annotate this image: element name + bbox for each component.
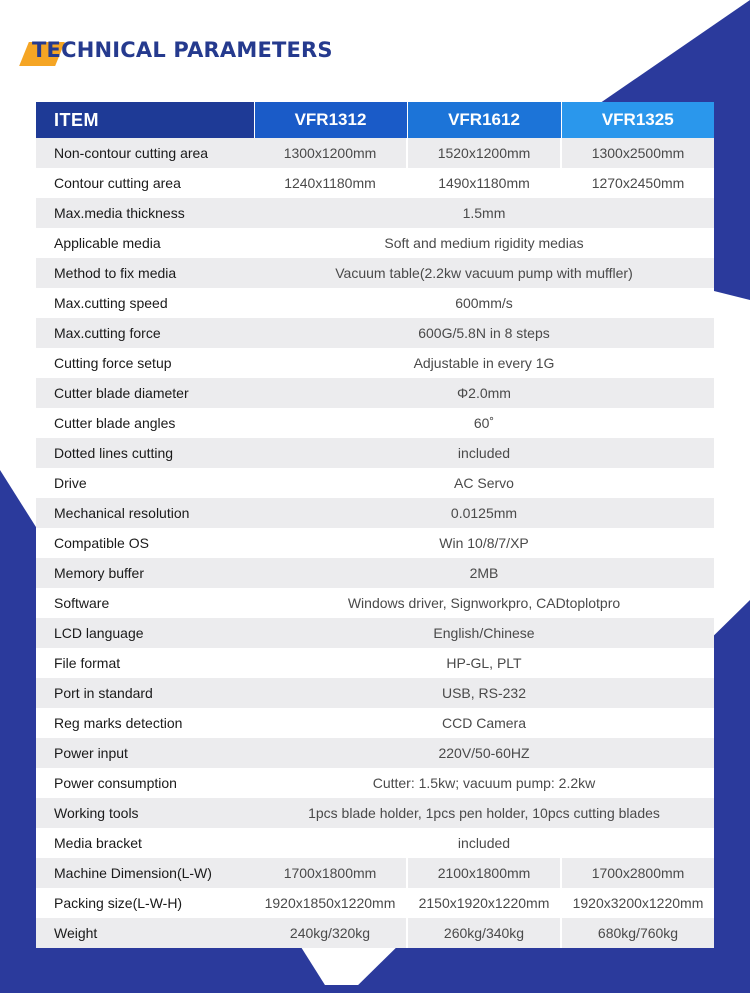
row-label: Machine Dimension(L-W) xyxy=(36,858,254,888)
table-row xyxy=(36,648,714,678)
table-row xyxy=(36,228,714,258)
parameters-table xyxy=(36,102,714,948)
table-row xyxy=(36,258,714,288)
table-header-row xyxy=(36,102,714,138)
row-value-model-1: 1240x1180mm xyxy=(254,168,407,198)
table-row xyxy=(36,768,714,798)
row-value-model-3: 1700x2800mm xyxy=(561,858,714,888)
row-value-all-models: Windows driver, Signworkpro, CADtoplotpro xyxy=(254,588,714,618)
row-value-all-models: 0.0125mm xyxy=(254,498,714,528)
row-value-all-models: English/Chinese xyxy=(254,618,714,648)
page-title xyxy=(32,38,333,68)
table-row xyxy=(36,888,714,918)
row-value-model-1: 1920x1850x1220mm xyxy=(254,888,407,918)
table-row xyxy=(36,738,714,768)
row-value-all-models: Win 10/8/7/XP xyxy=(254,528,714,558)
table-row xyxy=(36,918,714,948)
row-value-all-models: included xyxy=(254,438,714,468)
table-row xyxy=(36,378,714,408)
table-row xyxy=(36,618,714,648)
row-label: Media bracket xyxy=(36,828,254,858)
row-label: Applicable media xyxy=(36,228,254,258)
row-label: Power consumption xyxy=(36,768,254,798)
row-value-all-models: Soft and medium rigidity medias xyxy=(254,228,714,258)
table-row xyxy=(36,138,714,168)
row-label: Contour cutting area xyxy=(36,168,254,198)
row-value-model-2: 2150x1920x1220mm xyxy=(407,888,561,918)
title-rest: CHNICAL PARAMETERS xyxy=(61,38,333,62)
row-label: Non-contour cutting area xyxy=(36,138,254,168)
row-value-model-2: 1520x1200mm xyxy=(407,138,561,168)
row-label: Weight xyxy=(36,918,254,948)
row-value-model-1: 240kg/320kg xyxy=(254,918,407,948)
row-label: Software xyxy=(36,588,254,618)
row-value-all-models: 600mm/s xyxy=(254,288,714,318)
parameters-table-container xyxy=(36,102,714,948)
row-label: Cutter blade diameter xyxy=(36,378,254,408)
row-label: Cutting force setup xyxy=(36,348,254,378)
row-label: Dotted lines cutting xyxy=(36,438,254,468)
row-value-model-3: 1270x2450mm xyxy=(561,168,714,198)
row-value-all-models: Cutter: 1.5kw; vacuum pump: 2.2kw xyxy=(254,768,714,798)
table-row xyxy=(36,678,714,708)
table-row xyxy=(36,408,714,438)
row-label: Mechanical resolution xyxy=(36,498,254,528)
table-row xyxy=(36,588,714,618)
row-label: File format xyxy=(36,648,254,678)
row-value-all-models: Adjustable in every 1G xyxy=(254,348,714,378)
table-body xyxy=(36,138,714,948)
row-label: Memory buffer xyxy=(36,558,254,588)
row-label: Drive xyxy=(36,468,254,498)
table-row xyxy=(36,858,714,888)
table-row xyxy=(36,828,714,858)
table-row xyxy=(36,708,714,738)
row-label: Compatible OS xyxy=(36,528,254,558)
row-value-model-2: 2100x1800mm xyxy=(407,858,561,888)
table-row xyxy=(36,498,714,528)
row-value-all-models: CCD Camera xyxy=(254,708,714,738)
row-label: Working tools xyxy=(36,798,254,828)
row-value-all-models: AC Servo xyxy=(254,468,714,498)
row-label: Max.cutting force xyxy=(36,318,254,348)
row-label: Packing size(L-W-H) xyxy=(36,888,254,918)
header-model-3: VFR1325 xyxy=(561,102,714,138)
row-value-all-models: HP-GL, PLT xyxy=(254,648,714,678)
table-row xyxy=(36,348,714,378)
row-value-all-models: 600G/5.8N in 8 steps xyxy=(254,318,714,348)
row-value-model-3: 1300x2500mm xyxy=(561,138,714,168)
row-label: Power input xyxy=(36,738,254,768)
row-value-all-models: USB, RS-232 xyxy=(254,678,714,708)
row-value-all-models: 60˚ xyxy=(254,408,714,438)
header-item: ITEM xyxy=(36,102,254,138)
table-row xyxy=(36,798,714,828)
title-prefix: TE xyxy=(32,38,62,62)
row-value-model-3: 680kg/760kg xyxy=(561,918,714,948)
row-value-model-3: 1920x3200x1220mm xyxy=(561,888,714,918)
row-value-model-1: 1300x1200mm xyxy=(254,138,407,168)
table-row xyxy=(36,558,714,588)
row-value-all-models: Vacuum table(2.2kw vacuum pump with muffler) xyxy=(254,258,714,288)
row-label: Method to fix media xyxy=(36,258,254,288)
row-label: Cutter blade angles xyxy=(36,408,254,438)
table-row xyxy=(36,438,714,468)
row-label: Max.cutting speed xyxy=(36,288,254,318)
row-label: Max.media thickness xyxy=(36,198,254,228)
header-model-2: VFR1612 xyxy=(407,102,561,138)
row-value-all-models: 1pcs blade holder, 1pcs pen holder, 10pcs cutting blades xyxy=(254,798,714,828)
row-value-all-models: 1.5mm xyxy=(254,198,714,228)
row-value-all-models: 220V/50-60HZ xyxy=(254,738,714,768)
header-model-1: VFR1312 xyxy=(254,102,407,138)
row-label: LCD language xyxy=(36,618,254,648)
row-value-all-models: 2MB xyxy=(254,558,714,588)
table-row xyxy=(36,468,714,498)
table-row xyxy=(36,288,714,318)
row-value-model-1: 1700x1800mm xyxy=(254,858,407,888)
row-value-model-2: 1490x1180mm xyxy=(407,168,561,198)
row-label: Port in standard xyxy=(36,678,254,708)
table-row xyxy=(36,168,714,198)
table-row xyxy=(36,318,714,348)
row-value-model-2: 260kg/340kg xyxy=(407,918,561,948)
bg-bottom-band xyxy=(0,985,750,993)
table-row xyxy=(36,198,714,228)
row-value-all-models: Φ2.0mm xyxy=(254,378,714,408)
row-value-all-models: included xyxy=(254,828,714,858)
table-row xyxy=(36,528,714,558)
row-label: Reg marks detection xyxy=(36,708,254,738)
